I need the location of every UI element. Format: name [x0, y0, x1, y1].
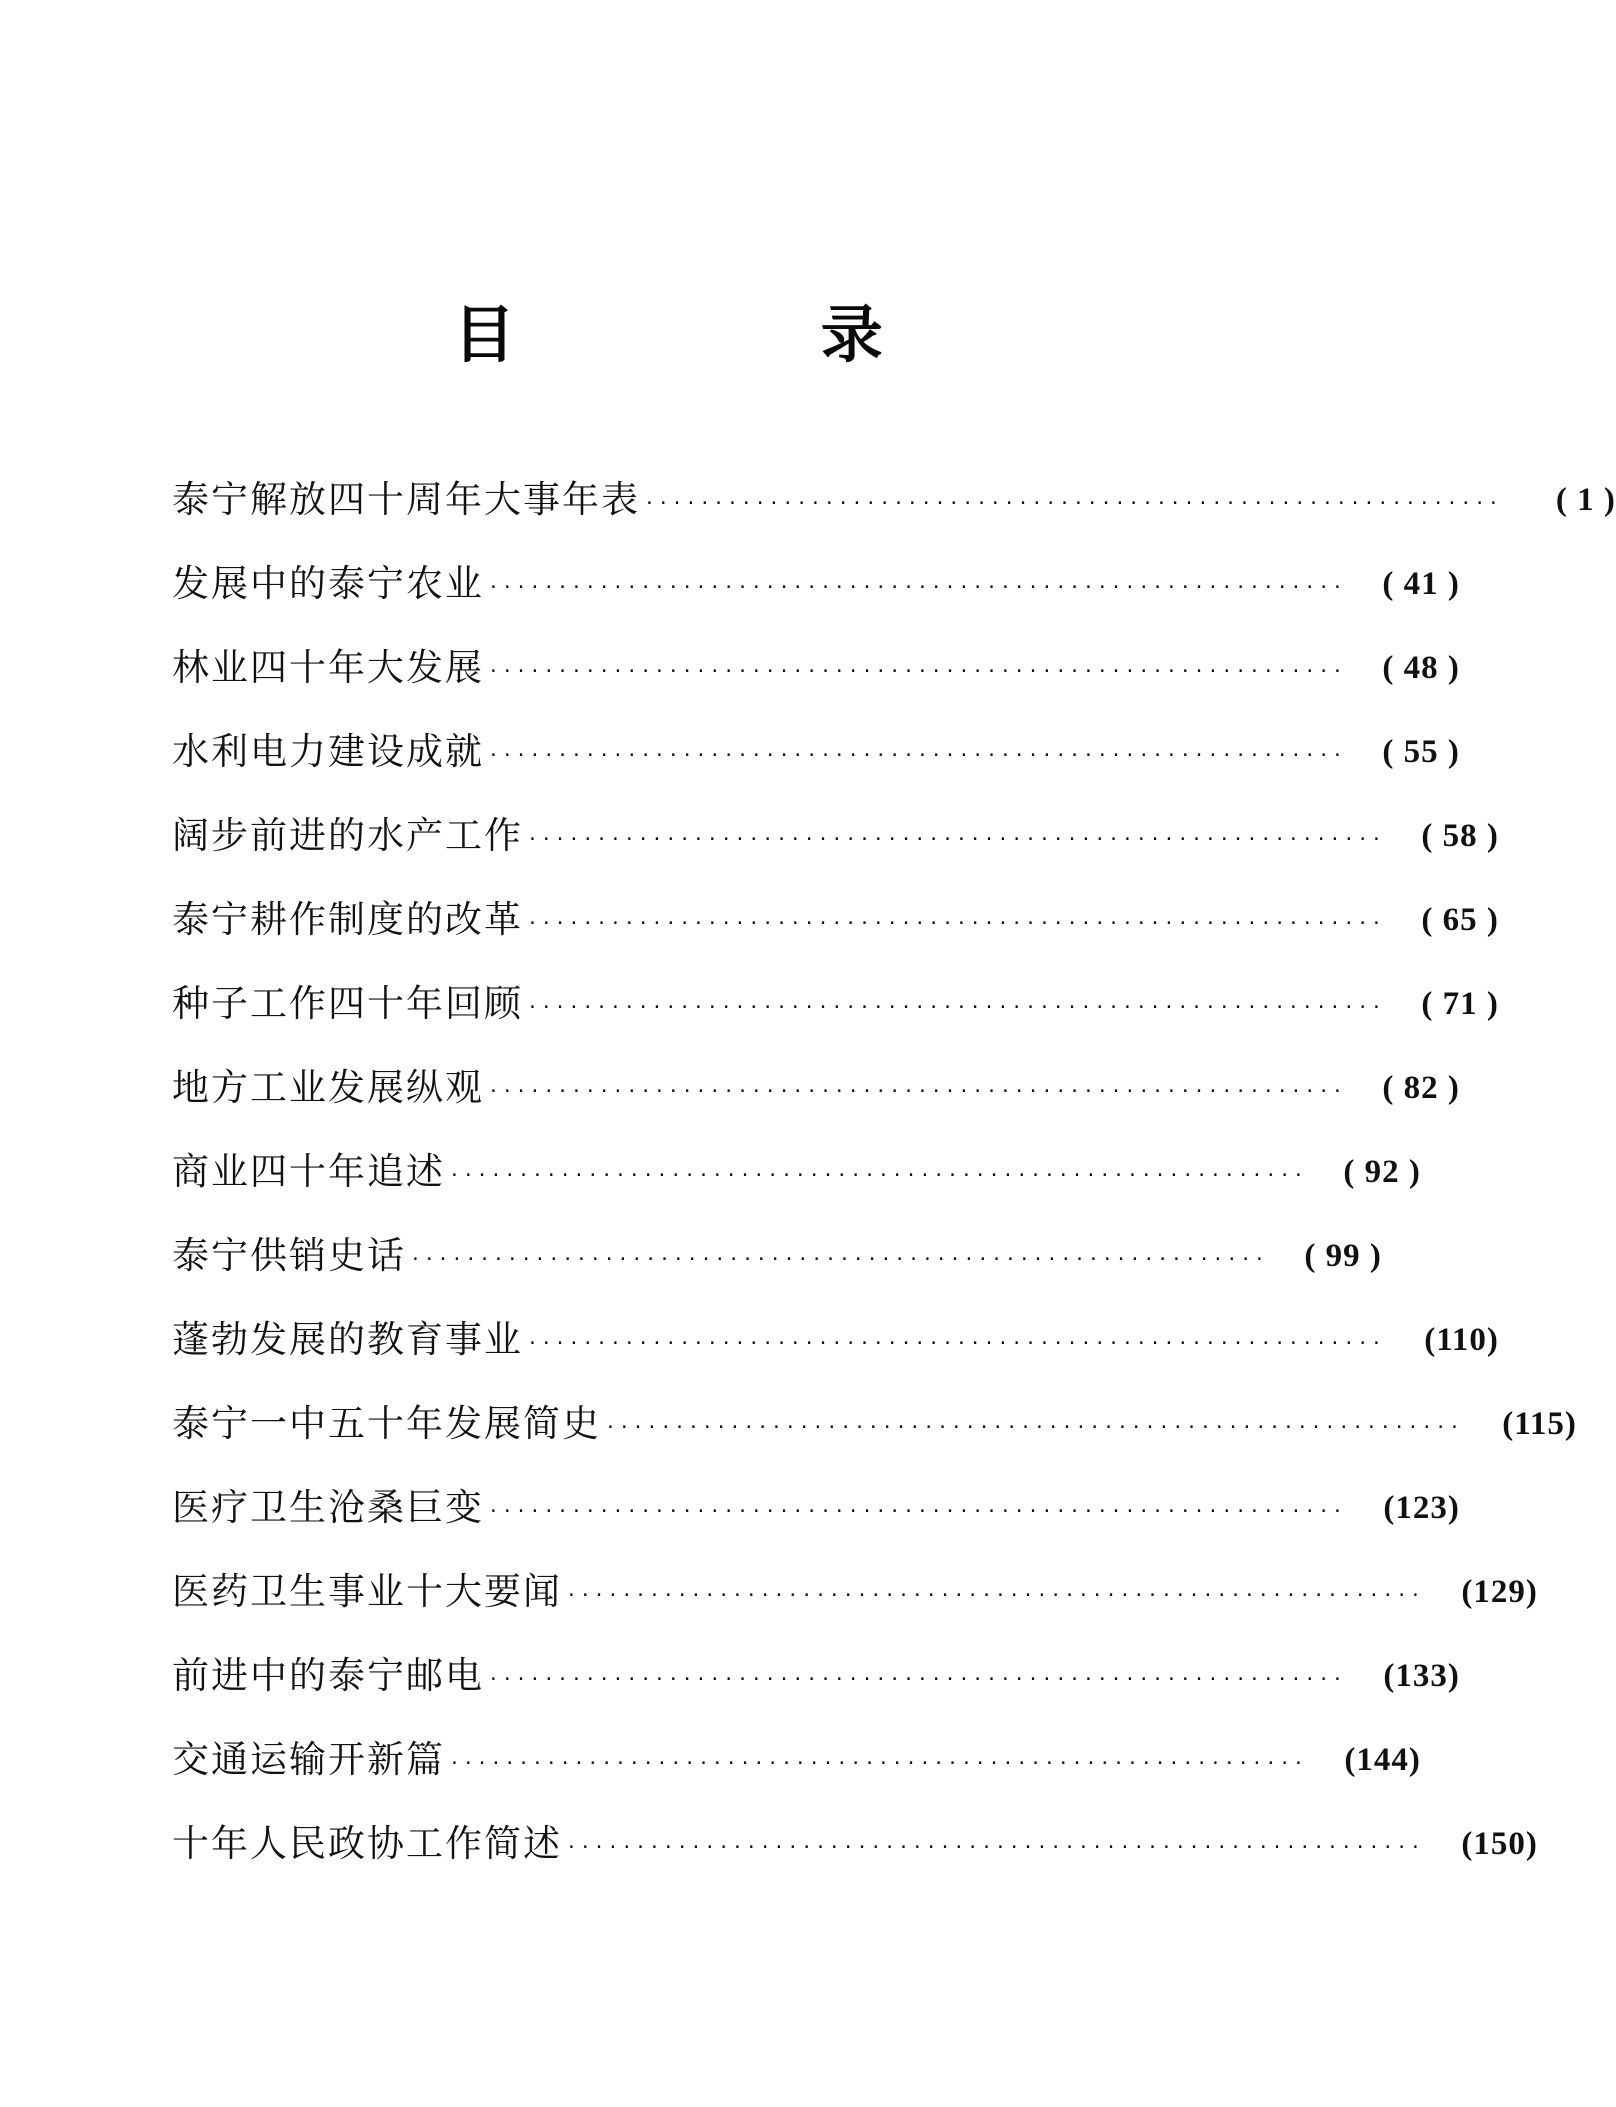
table-of-contents: [172, 458, 1616, 1886]
toc-entry[interactable]: [172, 458, 1616, 542]
toc-entry[interactable]: [172, 1046, 1460, 1130]
toc-entry-title: 商业四十年追述: [172, 1150, 445, 1193]
toc-entry-title: 蓬勃发展的教育事业: [172, 1318, 523, 1361]
dot-leader: ······························································: [566, 1837, 1424, 1858]
toc-page-number: ( 82 ): [1382, 1070, 1460, 1106]
toc-entry[interactable]: [172, 1214, 1382, 1298]
toc-entry-title: 种子工作四十年回顾: [172, 982, 523, 1025]
dot-leader: ······························································: [527, 1333, 1385, 1354]
dot-leader: ······························································: [449, 1753, 1307, 1774]
page-title: 目 录: [453, 297, 1025, 371]
toc-entry-title: 林业四十年大发展: [172, 646, 484, 689]
toc-page-number: (110): [1424, 1322, 1499, 1358]
toc-entry[interactable]: [172, 1802, 1538, 1886]
toc-entry-title: 泰宁耕作制度的改革: [172, 898, 523, 941]
toc-page-number: ( 65 ): [1421, 902, 1499, 938]
toc-entry-title: 泰宁供销史话: [172, 1234, 406, 1277]
dot-leader: ······························································: [644, 493, 1502, 514]
dot-leader: ······························································: [605, 1417, 1463, 1438]
dot-leader: ······························································: [527, 913, 1385, 934]
toc-page-number: ( 41 ): [1382, 566, 1460, 602]
toc-entry-title: 医疗卫生沧桑巨变: [172, 1486, 484, 1529]
toc-page-number: ( 99 ): [1304, 1238, 1382, 1274]
toc-entry[interactable]: [172, 542, 1460, 626]
toc-entry[interactable]: [172, 710, 1460, 794]
dot-leader: ······························································: [566, 1585, 1424, 1606]
toc-entry-title: 泰宁解放四十周年大事年表: [172, 478, 640, 521]
toc-page-number: (150): [1461, 1826, 1538, 1862]
dot-leader: ······························································: [488, 577, 1346, 598]
toc-entry-title: 发展中的泰宁农业: [172, 562, 484, 605]
toc-entry[interactable]: [172, 794, 1499, 878]
dot-leader: ······························································: [488, 745, 1346, 766]
toc-entry-title: 交通运输开新篇: [172, 1738, 445, 1781]
toc-entry-title: 水利电力建设成就: [172, 730, 484, 773]
dot-leader: ······························································: [410, 1249, 1268, 1270]
toc-page-number: ( 58 ): [1421, 818, 1499, 854]
toc-entry-title: 十年人民政协工作简述: [172, 1822, 562, 1865]
dot-leader: ······························································: [488, 1669, 1346, 1690]
toc-entry-title: 前进中的泰宁邮电: [172, 1654, 484, 1697]
dot-leader: ······························································: [449, 1165, 1307, 1186]
toc-page-number: (129): [1461, 1574, 1538, 1610]
toc-entry[interactable]: [172, 626, 1460, 710]
dot-leader: ······························································: [488, 1501, 1346, 1522]
toc-entry[interactable]: [172, 1298, 1499, 1382]
toc-entry[interactable]: [172, 1130, 1421, 1214]
toc-page-number: (115): [1502, 1406, 1577, 1442]
toc-page-number: ( 92 ): [1343, 1154, 1421, 1190]
dot-leader: ······························································: [527, 997, 1385, 1018]
toc-page-number: ( 1 ): [1555, 482, 1616, 518]
toc-page-number: (133): [1383, 1658, 1460, 1694]
toc-entry-title: 医药卫生事业十大要闻: [172, 1570, 562, 1613]
dot-leader: ······························································: [488, 1081, 1346, 1102]
dot-leader: ······························································: [527, 829, 1385, 850]
toc-entry[interactable]: [172, 962, 1499, 1046]
toc-entry[interactable]: [172, 1466, 1460, 1550]
toc-entry-title: 泰宁一中五十年发展简史: [172, 1402, 601, 1445]
toc-page-number: ( 48 ): [1382, 650, 1460, 686]
toc-entry[interactable]: [172, 1382, 1577, 1466]
toc-entry[interactable]: [172, 878, 1499, 962]
toc-page-number: (144): [1344, 1742, 1421, 1778]
toc-entry[interactable]: [172, 1634, 1460, 1718]
toc-entry-title: 地方工业发展纵观: [172, 1066, 484, 1109]
toc-entry-title: 阔步前进的水产工作: [172, 814, 523, 857]
toc-entry[interactable]: [172, 1550, 1538, 1634]
dot-leader: ······························································: [488, 661, 1346, 682]
toc-page-number: ( 55 ): [1382, 734, 1460, 770]
toc-page-number: ( 71 ): [1421, 986, 1499, 1022]
toc-page-number: (123): [1383, 1490, 1460, 1526]
toc-entry[interactable]: [172, 1718, 1421, 1802]
